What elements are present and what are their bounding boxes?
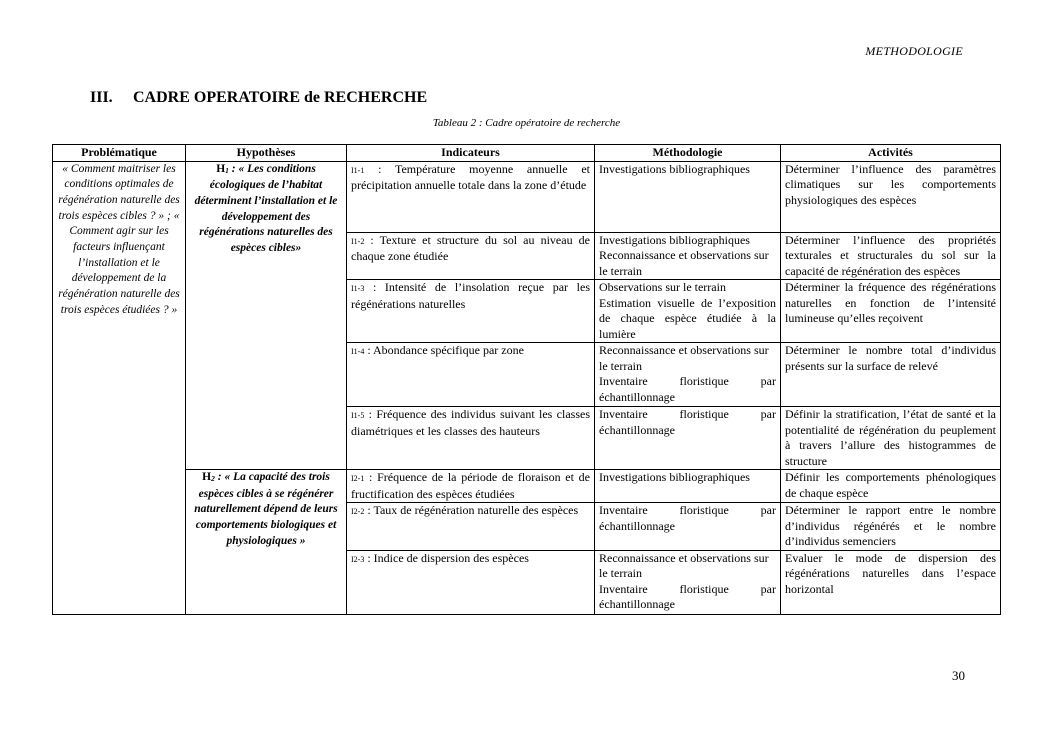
activity-cell xyxy=(781,407,1001,470)
table-header-row xyxy=(53,145,1001,162)
hypothesis-text: : « Les conditions écologiques de l’habitat déterminent l’installation et le développement des régénérations naturelles des espèces cibles» xyxy=(194,162,338,255)
methodology-cell xyxy=(595,232,781,280)
activity-cell xyxy=(781,503,1001,551)
indicator-text: : Abondance spécifique par zone xyxy=(364,343,524,357)
page-number: 30 xyxy=(952,668,965,683)
activity-cell xyxy=(781,161,1001,232)
hypothesis-subscript: 1 xyxy=(225,165,229,175)
indicator-code: I2-1 xyxy=(351,474,365,483)
hypothesis-text: : « La capacité des trois espèces cibles à se régénérer naturellement dépend de leurs comportements biologiques et physiologiques » xyxy=(194,471,338,547)
indicator-code: I1-5 xyxy=(351,411,365,420)
table-caption: Tableau 2 : Cadre opératoire de recherche xyxy=(432,117,621,129)
activity-text: Déterminer l’influence des paramètres climatiques sur les comportements physiologiques des espèces xyxy=(785,161,996,207)
methodology-cell xyxy=(595,550,781,614)
activity-text: Définir les comportements phénologiques de chaque espèce xyxy=(785,470,996,500)
methodology-line: Inventaire floristique par échantillonnage xyxy=(599,407,776,437)
methodology-line: Estimation visuelle de l’exposition de chaque espèce étudiée à la lumière xyxy=(599,295,776,341)
indicator-text: : Fréquence des individus suivant les classes diamétriques et les classes des hauteurs xyxy=(351,407,590,438)
problematique-cell xyxy=(53,161,186,614)
methodology-line: Investigations bibliographiques xyxy=(599,232,750,247)
indicator-text: : Taux de régénération naturelle des espèces xyxy=(364,503,579,517)
running-header: METHODOLOGIE xyxy=(865,44,963,58)
indicator-code: I2-3 xyxy=(351,554,365,564)
column-header-hypotheses: Hypothèses xyxy=(186,145,347,162)
column-header-indicateurs: Indicateurs xyxy=(347,145,595,162)
methodology-line: Inventaire floristique par échantillonnage xyxy=(599,581,776,611)
hypothesis-code: H xyxy=(202,471,212,483)
hypothesis-subscript: 2 xyxy=(211,474,215,483)
indicator-cell xyxy=(347,407,595,470)
methodology-cell xyxy=(595,343,781,407)
activity-cell xyxy=(781,280,1001,343)
indicator-cell xyxy=(347,470,595,503)
methodology-cell xyxy=(595,407,781,470)
activity-text: Déterminer le nombre total d’individus présents sur la surface de relevé xyxy=(785,343,996,373)
section-number: III. xyxy=(90,89,113,106)
indicator-code: I2-2 xyxy=(351,507,365,516)
methodology-line: Observations sur le terrain xyxy=(599,280,726,294)
indicator-code: I1-3 xyxy=(351,284,365,293)
activity-cell xyxy=(781,550,1001,614)
indicator-text: : Température moyenne annuelle et précipitation annuelle totale dans la zone d’étude xyxy=(351,161,590,192)
table-row xyxy=(53,470,1001,503)
indicator-cell xyxy=(347,550,595,614)
section-heading xyxy=(90,89,427,107)
methodology-line: Reconnaissance et observations sur le terrain xyxy=(599,343,769,373)
activity-text: Déterminer la fréquence des régénérations naturelles en fonction de l’intensité lumineuse qu’elles reçoivent xyxy=(785,280,996,325)
activity-cell xyxy=(781,470,1001,503)
activity-cell xyxy=(781,343,1001,407)
methodology-cell xyxy=(595,161,781,232)
methodology-cell xyxy=(595,280,781,343)
activity-cell xyxy=(781,232,1001,280)
operational-framework-table xyxy=(52,144,1001,615)
indicator-text: : Intensité de l’insolation reçue par les régénérations naturelles xyxy=(351,280,590,311)
indicator-text: : Indice de dispersion des espèces xyxy=(364,550,529,565)
methodology-line: Reconnaissance et observations sur le terrain xyxy=(599,248,769,278)
activity-text: Evaluer le mode de dispersion des régénérations naturelles dans l’espace horizontal xyxy=(785,550,996,596)
methodology-line: Reconnaissance et observations sur le terrain xyxy=(599,550,769,580)
indicator-cell xyxy=(347,161,595,232)
activity-text: Déterminer le rapport entre le nombre d’individus régénérés et le nombre d’individus semenciers xyxy=(785,503,996,548)
hypothesis-2-cell xyxy=(186,470,347,615)
indicator-code: I1-1 xyxy=(351,165,365,175)
methodology-line: Inventaire floristique par échantillonnage xyxy=(599,503,776,533)
indicator-text: : Fréquence de la période de floraison et de fructification des espèces étudiées xyxy=(351,470,590,501)
section-title: CADRE OPERATOIRE de RECHERCHE xyxy=(133,89,428,106)
activity-text: Définir la stratification, l’état de santé et la potentialité de régénération du peuplement à travers l’allure des histogrammes de structure xyxy=(785,407,996,468)
hypothesis-1-cell xyxy=(186,161,347,470)
activity-text: Déterminer l’influence des propriétés texturales et structurales du sol sur la capacité de régénération des espèces xyxy=(785,232,996,278)
indicator-cell xyxy=(347,343,595,407)
indicator-cell xyxy=(347,232,595,280)
column-header-activites: Activités xyxy=(781,145,1001,162)
indicator-code: I1-4 xyxy=(351,347,365,356)
methodology-cell xyxy=(595,503,781,551)
methodology-line: Inventaire floristique par échantillonnage xyxy=(599,374,776,404)
methodology-line: Investigations bibliographiques xyxy=(599,470,750,484)
column-header-methodologie: Méthodologie xyxy=(595,145,781,162)
problematique-text: « Comment maitriser les conditions optimales de régénération naturelle des trois espèces cibles ? » ; « Comment agir sur les facteurs influençant l’installation et le développement de la régénération naturelle des trois espèces étudiées ? » xyxy=(58,162,180,316)
indicator-cell xyxy=(347,280,595,343)
indicator-text: : Texture et structure du sol au niveau de chaque zone étudiée xyxy=(351,232,590,263)
column-header-problematique: Problématique xyxy=(53,145,186,162)
hypothesis-code: H xyxy=(216,162,226,175)
methodology-line: Investigations bibliographiques xyxy=(599,161,750,176)
indicator-code: I1-2 xyxy=(351,236,365,246)
methodology-cell xyxy=(595,470,781,503)
table-row xyxy=(53,161,1001,232)
indicator-cell xyxy=(347,503,595,551)
